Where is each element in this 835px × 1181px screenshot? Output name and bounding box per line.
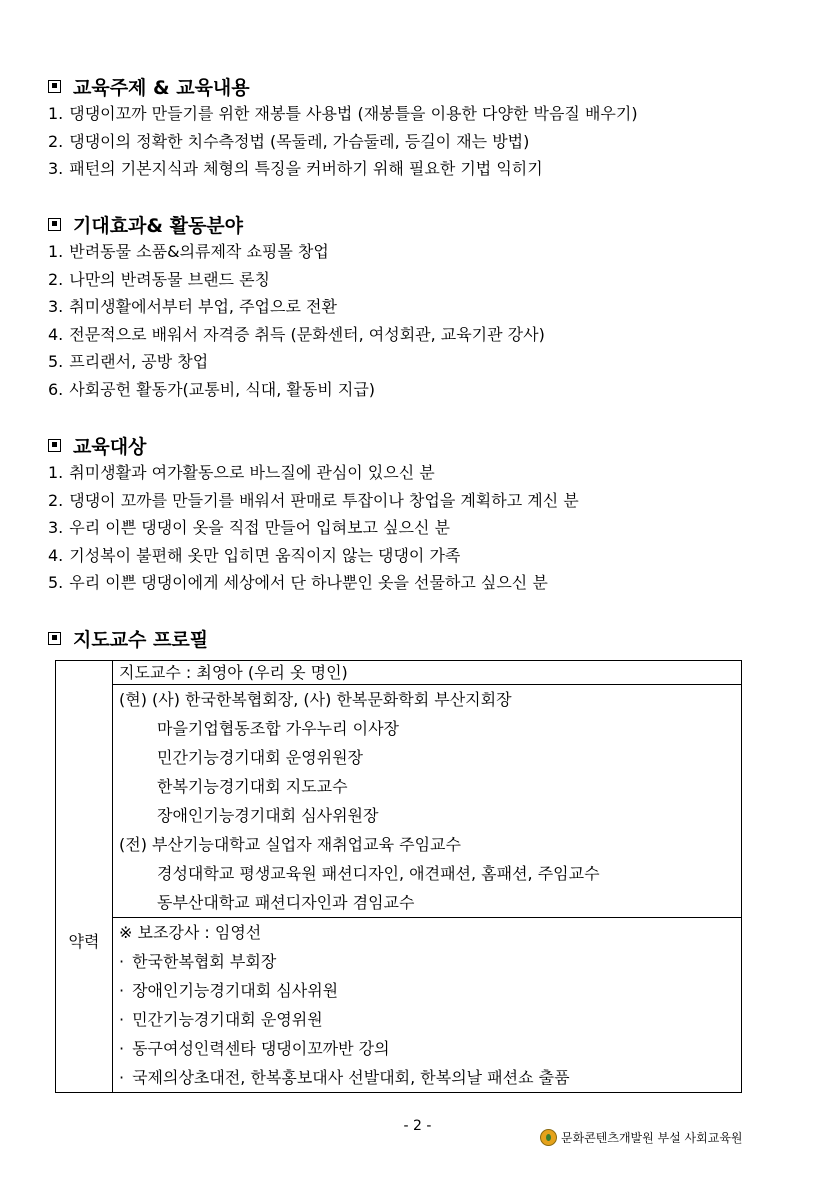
list-item: 3. 우리 이쁜 댕댕이 옷을 직접 만들어 입혀보고 싶으신 분 [48, 518, 450, 537]
footer-org [540, 1129, 743, 1146]
square-bullet-icon [48, 632, 61, 645]
assistant-title: ※ 보조강사 : 임영선 [119, 923, 262, 942]
section-effects [48, 210, 788, 403]
list-item: 2. 댕댕이의 정확한 치수측정법 (목둘레, 가슴둘레, 등길이 재는 방법) [48, 131, 530, 151]
section-title-text: 지도교수 프로필 [73, 628, 209, 651]
bullet: · [119, 1068, 125, 1087]
page-number: - 2 - [403, 1118, 432, 1134]
section-targets [48, 431, 788, 597]
list-item: 1. 댕댕이꼬까 만들기를 위한 재봉틀 사용법 (재봉틀을 이용한 다양한 박음질 배우기) [48, 104, 638, 123]
square-bullet-icon [48, 80, 61, 93]
assistant-cell [113, 918, 742, 1093]
career-line: 동부산대학교 패션디자인과 겸임교수 [157, 893, 415, 912]
org-logo-icon [540, 1129, 557, 1146]
instructor-line: 지도교수 : 최영아 (우리 옷 명인) [119, 663, 348, 682]
career-line: 경성대학교 평생교육원 패션디자인, 애견패션, 홈패션, 주임교수 [157, 864, 600, 883]
list-item: 3. 취미생활에서부터 부업, 주업으로 전환 [48, 297, 337, 316]
career-line: (전) 부산기능대학교 실업자 재취업교육 주임교수 [119, 835, 461, 854]
career-line: 마을기업협동조합 가우누리 이사장 [157, 719, 400, 738]
list-item: · 한국한복협회 부회장 [119, 952, 277, 971]
list-item: 5. 프리랜서, 공방 창업 [48, 352, 209, 371]
org-name: 문화콘텐츠개발원 부설 사회교육원 [561, 1131, 743, 1145]
current-career-cell [113, 685, 742, 918]
career-line: 민간기능경기대회 운영위원장 [157, 748, 364, 767]
bullet: · [119, 952, 125, 971]
list-item: 1. 반려동물 소품&의류제작 쇼핑몰 창업 [48, 242, 329, 261]
list-item: 1. 취미생활과 여가활동으로 바느질에 관심이 있으신 분 [48, 463, 435, 482]
section-title-text: 교육대상 [73, 435, 147, 458]
section-title [48, 431, 788, 459]
targets-list [48, 459, 788, 597]
square-bullet-icon [48, 218, 61, 231]
list-item: 2. 나만의 반려동물 브랜드 론칭 [48, 269, 270, 289]
list-item: 2. 댕댕이 꼬까를 만들기를 배워서 판매로 투잡이나 창업을 계획하고 계신 분 [48, 490, 579, 510]
section-title [48, 72, 788, 100]
list-item: 5. 우리 이쁜 댕댕이에게 세상에서 단 하나뿐인 옷을 선물하고 싶으신 분 [48, 573, 548, 592]
career-line: 장애인기능경기대회 심사위원장 [157, 806, 379, 825]
career-line: (현) (사) 한국한복협회장, (사) 한복문화학회 부산지회장 [119, 690, 512, 709]
section-profile [48, 624, 788, 652]
section-title [48, 210, 788, 238]
profile-table [55, 660, 742, 1093]
list-item: 4. 기성복이 불편해 옷만 입히면 움직이지 않는 댕댕이 가족 [48, 545, 461, 565]
list-item: · 민간기능경기대회 운영위원 [119, 1010, 323, 1029]
list-item: 3. 패턴의 기본지식과 체형의 특징을 커버하기 위해 필요한 기법 익히기 [48, 159, 543, 178]
bullet: · [119, 981, 125, 1000]
career-label: 약력 [56, 661, 113, 1093]
career-line: 한복기능경기대회 지도교수 [157, 777, 348, 796]
section-topics [48, 72, 788, 183]
list-item: · 동구여성인력센타 댕댕이꼬까반 강의 [119, 1039, 390, 1058]
section-title-text: 기대효과& 활동분야 [73, 214, 244, 237]
square-bullet-icon [48, 439, 61, 452]
list-item: · 장애인기능경기대회 심사위원 [119, 981, 339, 1000]
section-title [48, 624, 788, 652]
effects-list [48, 238, 788, 403]
section-title-text: 교육주제 & 교육내용 [73, 76, 250, 99]
bullet: · [119, 1039, 125, 1058]
topics-list [48, 100, 788, 183]
list-item: · 국제의상초대전, 한복홍보대사 선발대회, 한복의날 패션쇼 출품 [119, 1068, 570, 1087]
list-item: 6. 사회공헌 활동가(교통비, 식대, 활동비 지급) [48, 379, 376, 399]
bullet: · [119, 1010, 125, 1029]
list-item: 4. 전문적으로 배워서 자격증 취득 (문화센터, 여성회관, 교육기관 강사) [48, 324, 545, 344]
instructor-cell [113, 661, 742, 685]
